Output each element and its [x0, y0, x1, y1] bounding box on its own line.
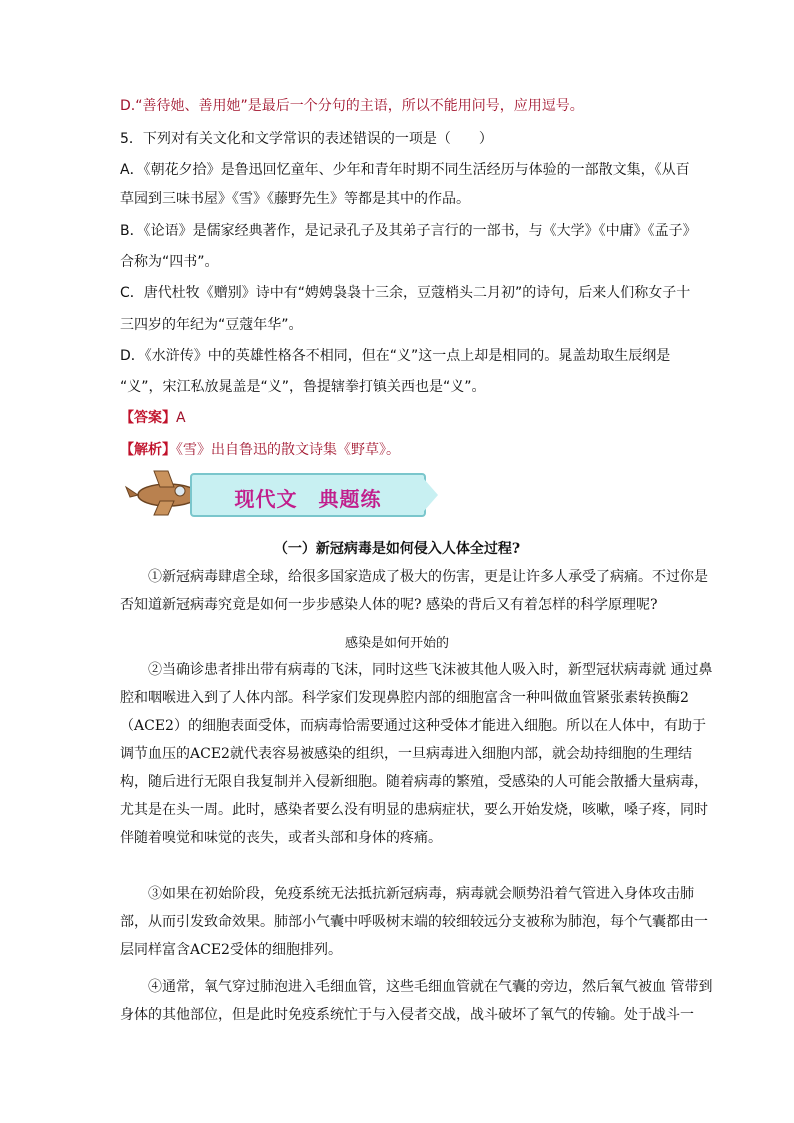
answer-tag: 【答案】 — [120, 410, 176, 426]
q4-option-d: D.“善待她、善用她”是最后一个分句的主语，所以不能用问号，应用逗号。 — [120, 98, 584, 114]
q5-option-d-line2: “义”，宋江私放晁盖是“义”，鲁提辖拳打镇关西也是“义”。 — [120, 379, 486, 395]
answer-value: A — [176, 410, 186, 426]
q5-option-a-line1: A．《朝花夕拾》是鲁迅回忆童年、少年和青年时期不同生活经历与体验的一部散文集，《从百 — [120, 162, 690, 178]
article-paragraph-1: ①新冠病毒肆虐全球，给很多国家造成了极大的伤害，更是让许多人承受了病痛。不过你是否知道新冠病毒究竟是如何一步步感染人体的呢? 感染的背后又有着怎样的科学原理呢? — [120, 569, 708, 613]
banner-ribbon — [190, 473, 426, 517]
analysis-row — [120, 440, 400, 460]
article-paragraph-3: ③如果在初始阶段，免疫系统无法抵抗新冠病毒，病毒就会顺势沿着气管进入身体攻击肺部，从而引发致命效果。肺部小气囊中呼吸树末端的较细较远分支被称为肺泡，每个气囊都由一层同样富含ACE2受体的细胞排列。 — [120, 886, 708, 958]
analysis-text: 《雪》出自鲁迅的散文诗集《野草》。 — [176, 442, 400, 458]
answer-row — [120, 408, 186, 428]
article-subtitle: 感染是如何开始的 — [344, 636, 449, 651]
q5-option-d-line1: D．《水浒传》中的英雄性格各不相同，但在“义”这一点上却是相同的。晁盖劫取生辰纲是 — [120, 348, 671, 364]
q5-option-b-line1: B．《论语》是儒家经典著作，是记录孔子及其弟子言行的一部书，与《大学》《中庸》《孟子》 — [120, 223, 697, 239]
banner-title: 现代文 典题练 — [234, 487, 382, 511]
section-banner — [120, 463, 432, 521]
article-paragraph-2: ②当确诊患者排出带有病毒的飞沫，同时这些飞沫被其他人吸入时，新型冠状病毒就 通过鼻腔和咽喉进入到了人体内部。科学家们发现鼻腔内部的细胞富含一种叫做血管紧张素转换酶2（ACE2）的细胞表面受体，而病毒恰需要通过这种受体才能进入细胞。所以在人体中，有助于调节血压的ACE2就代表容易被感染的组织，一旦病毒进入细胞内部，就会劫持细胞的生理结构，随后进行无限自我复制并入侵新细胞。随着病毒的繁殖，受感染的人可能会散播大量病毒，尤其是在头一周。此时，感染者要么没有明显的患病症状，要么开始发烧，咳嗽，嗓子疼，同时伴随着嗅觉和味觉的丧失，或者头部和身体的疼痛。 — [120, 662, 713, 846]
q5-option-c-line1: C．唐代杜牧《赠别》诗中有“娉娉袅袅十三余，豆蔻梢头二月初”的诗句，后来人们称女子十 — [120, 285, 691, 301]
analysis-tag: 【解析】 — [120, 442, 176, 458]
article-title: （一）新冠病毒是如何侵入人体全过程? — [273, 541, 521, 557]
q5-option-b-line2: 合称为“四书”。 — [120, 254, 219, 270]
q5-option-c-line2: 三四岁的年纪为“豆蔻年华”。 — [120, 317, 303, 333]
q5-option-a-line2: 草园到三味书屋》《雪》《藤野先生》等都是其中的作品。 — [120, 191, 470, 207]
q5-stem: 5．下列对有关文化和文学常识的表述错误的一项是（ ） — [120, 131, 493, 147]
article-paragraph-4: ④通常，氧气穿过肺泡进入毛细血管，这些毛细血管就在气囊的旁边，然后氧气被血 管带到身体的其他部位，但是此时免疫系统忙于与入侵者交战，战斗破坏了氧气的传输。处于战斗一 — [120, 979, 713, 1023]
